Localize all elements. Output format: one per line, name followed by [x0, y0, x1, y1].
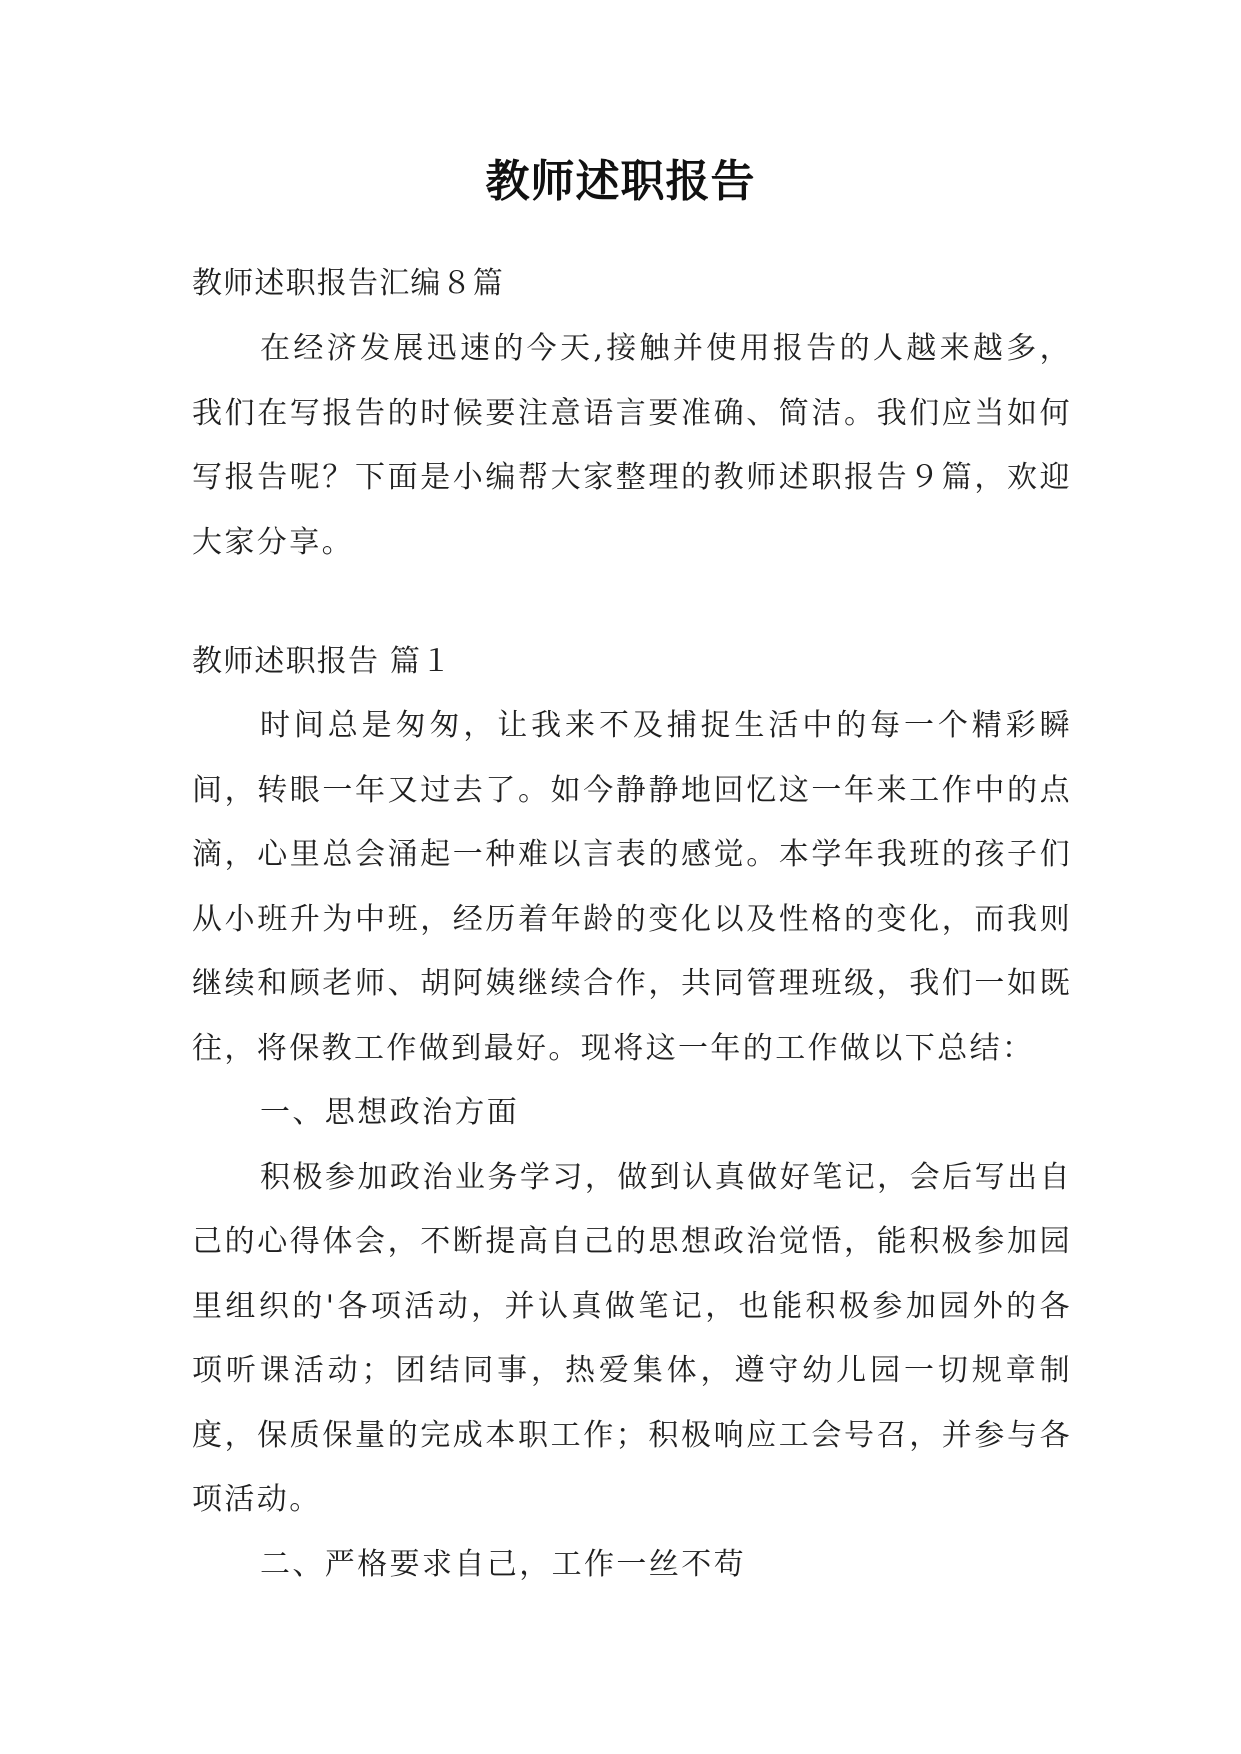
subheading-strict-requirements: 二、严格要求自己，工作一丝不苟: [260, 1546, 746, 1582]
section-1-body: [192, 694, 1072, 1597]
section-1-heading: 教师述职报告 篇１: [192, 644, 453, 679]
collection-heading: 教师述职报告汇编８篇: [192, 266, 504, 301]
document-title: 教师述职报告: [485, 156, 756, 207]
intro-paragraph-block: [192, 317, 1072, 575]
subheading-political-thought: 一、思想政治方面: [260, 1095, 520, 1130]
intro-paragraph: 在经济发展迅速的今天,接触并使用报告的人越来越多，我们在写报告的时候要注意语言要准确、简洁。我们应当如何写报告呢？下面是小编帮大家整理的教师述职报告９篇，欢迎大家分享。: [192, 331, 1072, 560]
section-1-paragraph-2: 积极参加政治业务学习，做到认真做好笔记，会后写出自己的心得体会，不断提高自己的思想政治觉悟，能积极参加园里组织的'各项活动，并认真做笔记，也能积极参加园外的各项听课活动；团结同事，热爱集体，遵守幼儿园一切规章制度，保质保量的完成本职工作；积极响应工会号召，并参与各项活动。: [192, 1159, 1072, 1517]
section-1-paragraph-1: 时间总是匆匆，让我来不及捕捉生活中的每一个精彩瞬间，转眼一年又过去了。如今静静地回忆这一年来工作中的点滴，心里总会涌起一种难以言表的感觉。本学年我班的孩子们从小班升为中班，经历着年龄的变化以及性格的变化，而我则继续和顾老师、胡阿姨继续合作，共同管理班级，我们一如既往，将保教工作做到最好。现将这一年的工作做以下总结：: [192, 708, 1072, 1066]
